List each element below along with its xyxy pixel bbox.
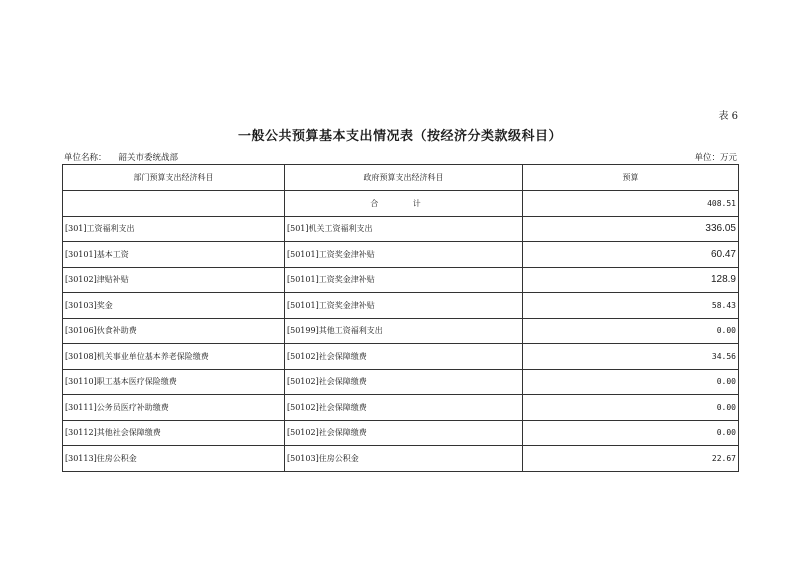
- table-header-row: [63, 165, 739, 191]
- budget-amount-cell: 34.56: [523, 344, 739, 370]
- dept-subject-cell: [30108]机关事业单位基本养老保险缴费: [63, 344, 285, 370]
- table-row: [63, 395, 739, 421]
- table-row: [63, 293, 739, 319]
- page-title: 一般公共预算基本支出情况表（按经济分类款级科目）: [237, 129, 562, 144]
- gov-subject-cell: [50102]社会保障缴费: [285, 420, 523, 446]
- dept-subject-cell: [30101]基本工资: [63, 242, 285, 268]
- dept-subject-cell: [30112]其他社会保障缴费: [63, 420, 285, 446]
- dept-subject-cell: [30111]公务员医疗补助缴费: [63, 395, 285, 421]
- budget-table: [62, 164, 739, 472]
- budget-amount-cell: 0.00: [523, 318, 739, 344]
- table-number: 表 6: [718, 111, 738, 122]
- budget-amount-cell: 128.9: [523, 267, 739, 293]
- gov-subject-cell: [50102]社会保障缴费: [285, 395, 523, 421]
- dept-subject-cell: [301]工资福利支出: [63, 216, 285, 242]
- header-dept-subject: 部门预算支出经济科目: [63, 165, 285, 191]
- budget-amount-cell: 336.05: [523, 216, 739, 242]
- table-row: [63, 420, 739, 446]
- gov-subject-cell: [50101]工资奖金津补贴: [285, 242, 523, 268]
- gov-subject-cell: [50101]工资奖金津补贴: [285, 293, 523, 319]
- budget-amount-cell: 0.00: [523, 420, 739, 446]
- table-row: [63, 242, 739, 268]
- unit-name-value: 韶关市委统战部: [118, 153, 179, 163]
- total-empty-cell: [63, 191, 285, 217]
- header-gov-subject: 政府预算支出经济科目: [285, 165, 523, 191]
- table-row: [63, 369, 739, 395]
- table-row: [63, 344, 739, 370]
- budget-amount-cell: 22.67: [523, 446, 739, 472]
- gov-subject-cell: [50102]社会保障缴费: [285, 369, 523, 395]
- total-label: 合 计: [285, 191, 523, 217]
- dept-subject-cell: [30103]奖金: [63, 293, 285, 319]
- budget-amount-cell: 60.47: [523, 242, 739, 268]
- budget-amount-cell: 58.43: [523, 293, 739, 319]
- header-budget: 预算: [523, 165, 739, 191]
- table-row: [63, 446, 739, 472]
- gov-subject-cell: [50103]住房公积金: [285, 446, 523, 472]
- dept-subject-cell: [30102]津贴补贴: [63, 267, 285, 293]
- total-row: [63, 191, 739, 217]
- total-value: 408.51: [523, 191, 739, 217]
- unit-name-line: [64, 151, 178, 163]
- table-row: [63, 267, 739, 293]
- budget-amount-cell: 0.00: [523, 395, 739, 421]
- gov-subject-cell: [50101]工资奖金津补贴: [285, 267, 523, 293]
- gov-subject-cell: [501]机关工资福利支出: [285, 216, 523, 242]
- gov-subject-cell: [50102]社会保障缴费: [285, 344, 523, 370]
- dept-subject-cell: [30106]伙食补助费: [63, 318, 285, 344]
- table-row: [63, 318, 739, 344]
- gov-subject-cell: [50199]其他工资福利支出: [285, 318, 523, 344]
- unit-name-label: 单位名称：: [64, 153, 107, 163]
- dept-subject-cell: [30110]职工基本医疗保险缴费: [63, 369, 285, 395]
- table-row: [63, 216, 739, 242]
- budget-amount-cell: 0.00: [523, 369, 739, 395]
- dept-subject-cell: [30113]住房公积金: [63, 446, 285, 472]
- currency-unit: 单位：万元: [694, 153, 737, 163]
